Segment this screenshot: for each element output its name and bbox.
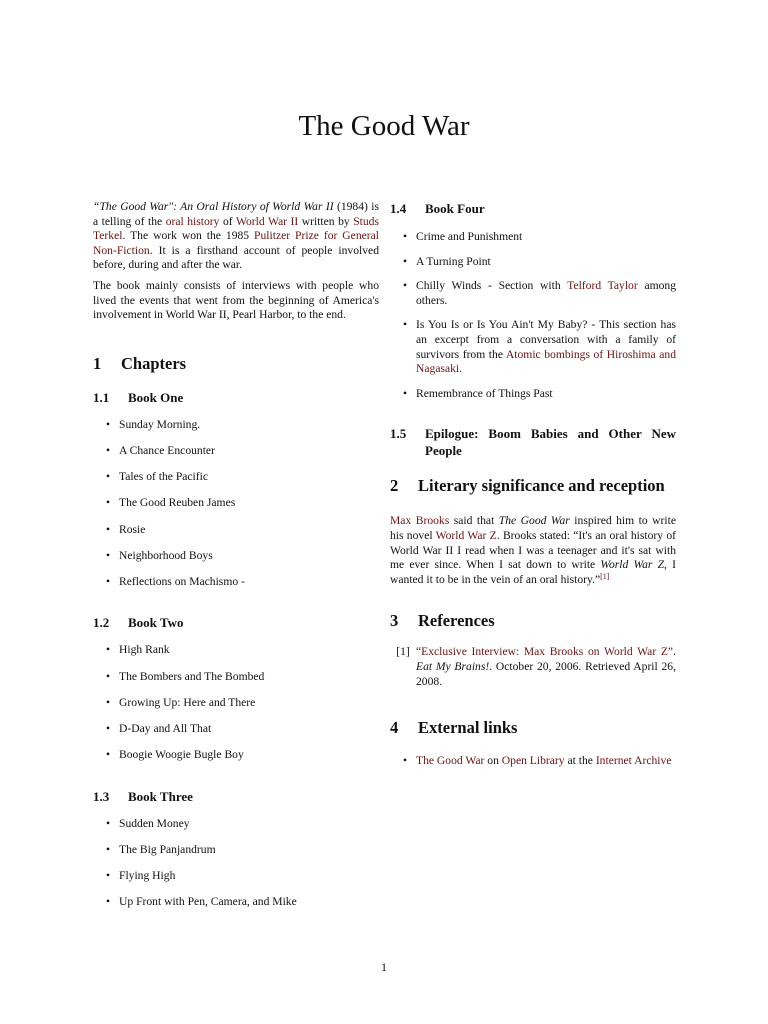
list-item: • The Good Reuben James	[106, 496, 236, 510]
list-item: • Up Front with Pen, Camera, and Mike	[106, 895, 297, 909]
link-world-war-z[interactable]: World War Z	[435, 528, 497, 542]
list-item: • The Big Panjandrum	[106, 843, 216, 856]
section-heading-chapters: 1 Chapters	[93, 353, 187, 373]
intro-paragraph-1: “The Good War": An Oral History of World War II (1984) is a telling of the oral history of World War II written by Studs Terkel. The work won the 1985 Pulitzer Prize for General Non-Fiction. It is a firsthand account of people involved before, during and after the war.	[93, 200, 379, 272]
link-pulitzer-prize[interactable]: Pulitzer Prize for General Non-Fiction	[93, 229, 379, 257]
link-open-library[interactable]: Open Library	[501, 754, 565, 768]
subsection-heading-book-one: 1.1 Book One	[93, 389, 184, 405]
list-item: • Boogie Woogie Bugle Boy	[106, 748, 244, 762]
list-item: • D-Day and All That	[106, 722, 212, 736]
left-column	[93, 200, 379, 910]
link-atomic-bombings[interactable]: Atomic bombings of Hiroshima and Nagasaki	[416, 347, 676, 376]
list-item: • Neighborhood Boys	[106, 548, 213, 562]
book-one-list	[93, 418, 379, 590]
list-item: • A Turning Point	[403, 254, 491, 268]
citation-link[interactable]: [1]	[600, 571, 610, 581]
link-oral-history[interactable]: oral history	[165, 214, 220, 228]
link-internet-archive[interactable]: Internet Archive	[595, 754, 672, 768]
link-world-war-ii[interactable]: World War II	[235, 214, 299, 228]
section-heading-references: 3 References	[390, 611, 495, 631]
section-heading-literary: 2 Literary significance and reception	[390, 476, 665, 496]
section-heading-external-links: 4 External links	[390, 718, 518, 738]
page-number: 1	[381, 960, 387, 974]
book-full-title: “The Good War": An Oral History of World War II	[93, 200, 334, 213]
subsection-heading-book-four: 1.4 Book Four	[390, 201, 485, 216]
list-item: • Is You Is or Is You Ain't My Baby? - This section has an excerpt from a conversation with a family of survivors from the Atomic bombings of Hiroshima and Nagasaki.	[403, 318, 676, 376]
list-item: • Sunday Morning.	[106, 417, 201, 431]
reference-item: [1] “Exclusive Interview: Max Brooks on World War Z”. Eat My Brains!. October 20, 2006. Retrieved April 26, 2008.	[390, 645, 676, 689]
book-four-list	[390, 230, 676, 401]
reference-link[interactable]: “Exclusive Interview: Max Brooks on World War Z”	[416, 645, 674, 659]
list-item: • Tales of the Pacific	[106, 470, 209, 484]
list-item: • Crime and Punishment	[403, 230, 523, 243]
subsection-heading-epilogue: 1.5 Epilogue: Boom Babies and Other New People	[390, 426, 676, 459]
link-telford-taylor[interactable]: Telford Taylor	[567, 279, 638, 293]
list-item: • High Rank	[106, 643, 170, 657]
link-studs-terkel[interactable]: Studs Terkel	[93, 214, 379, 243]
list-item: • Remembrance of Things Past	[403, 386, 553, 400]
link-max-brooks[interactable]: Max Brooks	[390, 514, 450, 528]
page-title: The Good War	[298, 110, 470, 142]
intro-paragraph-2: The book mainly consists of interviews with people who lived the events that went from the beginning of America's involvement in World War II, Pearl Harbor, to the end.	[93, 278, 379, 322]
list-item: • Reflections on Machismo -	[106, 574, 245, 588]
subsection-heading-book-two: 1.2 Book Two	[93, 615, 184, 631]
list-item: • Flying High	[106, 869, 176, 883]
list-item: • The Bombers and The Bombed	[106, 669, 265, 683]
list-item: • Rosie	[106, 522, 146, 536]
reference-number: [1]	[396, 645, 410, 659]
link-the-good-war[interactable]: The Good War	[416, 754, 485, 768]
external-links-list	[390, 754, 676, 769]
book-two-list	[93, 643, 379, 762]
list-item: • The Good War on Open Library at the Internet Archive	[403, 754, 672, 768]
right-column	[390, 200, 676, 769]
list-item: • Sudden Money	[106, 816, 190, 830]
list-item: • Chilly Winds - Section with Telford Taylor among others.	[403, 279, 676, 307]
book-three-list	[93, 817, 379, 910]
literary-paragraph: Max Brooks said that The Good War inspired him to write his novel World War Z. Brooks stated: “It's an oral history of World War II I read when I was a teenager and it's sat with me ever since. When I sat down to write World War Z, I wanted it to be in the vein of an oral history.”[1]	[390, 514, 676, 586]
list-item: • Growing Up: Here and There	[106, 695, 256, 709]
list-item: • A Chance Encounter	[106, 443, 215, 457]
subsection-heading-book-three: 1.3 Book Three	[93, 788, 193, 804]
